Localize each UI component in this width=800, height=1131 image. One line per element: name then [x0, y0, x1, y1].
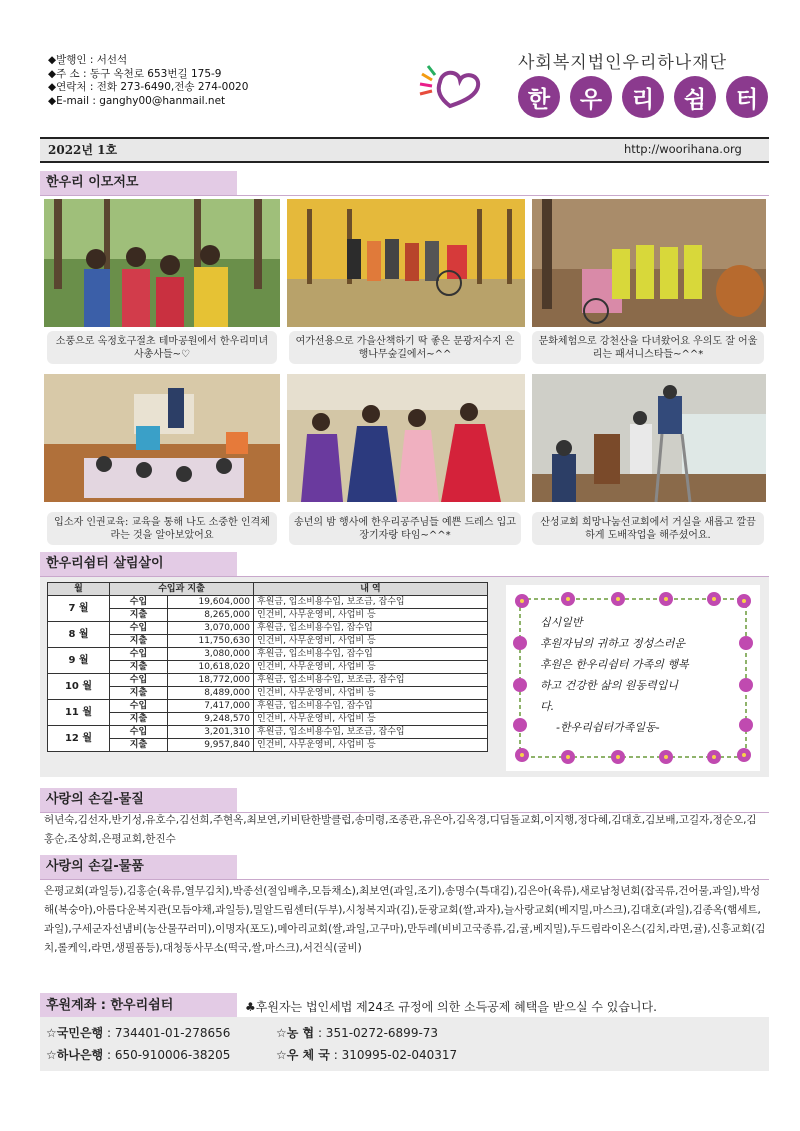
title-char: 우	[570, 76, 612, 118]
photo-year-end-party	[287, 374, 525, 502]
table-row	[48, 622, 488, 635]
newsletter-title	[518, 76, 768, 118]
month-cell: 8 월	[48, 622, 110, 648]
divider	[40, 195, 769, 196]
kind-cell: 수입	[110, 674, 168, 687]
photo-caption: 송년의 밤 행사에 한우리공주님들 예쁜 드레스 입고 장기자랑 타임~^^*	[289, 512, 521, 545]
section-heading-photos: 한우리 이모저모	[40, 171, 237, 195]
amount-cell: 8,265,000	[168, 609, 254, 622]
account-number: : 650-910006-38205	[106, 1048, 231, 1062]
bank-name: ☆우 체 국	[276, 1048, 330, 1062]
email: ◆E-mail : ganghy00@hanmail.net	[48, 94, 226, 107]
title-char: 쉼	[674, 76, 716, 118]
note-line: 후원자님의 귀하고 정성스러운	[540, 637, 686, 650]
section-heading-money-donors: 사랑의 손길-물질	[40, 788, 237, 812]
kind-cell: 지출	[110, 739, 168, 752]
account-row	[46, 1046, 230, 1063]
photo-caption: 여가선용으로 가을산책하기 딱 좋은 문광저수지 은행나무숲길에서~^^	[289, 331, 521, 364]
publisher-info	[48, 54, 248, 108]
kind-cell: 수입	[110, 726, 168, 739]
month-cell: 9 월	[48, 648, 110, 674]
kind-cell: 수입	[110, 648, 168, 661]
table-row	[48, 596, 488, 609]
amount-cell: 19,604,000	[168, 596, 254, 609]
table-row	[48, 635, 488, 648]
section-heading-goods-donors: 사랑의 손길-물품	[40, 855, 237, 879]
table-row	[48, 674, 488, 687]
money-donor-list: 허년숙,김선자,반기성,유호수,김선희,주현옥,최보연,키비탄한발클럽,송미령,조종관,유은아,김옥경,디딤돌교회,이지행,정다혜,김대호,김보배,고길자,정순오,김홍순,조상희,은평교회,한진수	[44, 814, 757, 845]
amount-cell: 9,957,840	[168, 739, 254, 752]
note-line: 하고 건강한 삶의 원동력입니	[540, 679, 679, 692]
month-cell: 12 월	[48, 726, 110, 752]
table-row	[48, 661, 488, 674]
table-row	[48, 713, 488, 726]
photo-wallpaper-work	[532, 374, 766, 502]
table-row	[48, 687, 488, 700]
column-header: 내 역	[254, 583, 488, 596]
note-line: 다.	[540, 700, 555, 713]
table-row	[48, 648, 488, 661]
note-cell: 후원금, 입소비용수입, 잡수입	[254, 622, 488, 635]
kind-cell: 지출	[110, 687, 168, 700]
amount-cell: 10,618,020	[168, 661, 254, 674]
photo-gangcheon-mountain	[532, 199, 766, 327]
amount-cell: 8,489,000	[168, 687, 254, 700]
account-row	[276, 1024, 438, 1041]
issue-number: 2022년 1호	[48, 143, 118, 157]
table-row	[48, 726, 488, 739]
account-number: : 351-0272-6899-73	[317, 1026, 439, 1040]
amount-cell: 18,772,000	[168, 674, 254, 687]
amount-cell: 3,201,310	[168, 726, 254, 739]
publisher: ◆발행인 : 서선석	[48, 54, 128, 66]
thank-you-message	[540, 612, 689, 738]
photo-ginkgo-walk	[287, 199, 525, 327]
photo-caption: 산성교회 희망나눔선교회에서 거실을 새롭고 깔끔하게 도배작업을 해주셨어요.	[532, 512, 764, 545]
table-row	[48, 739, 488, 752]
heart-logo-icon	[412, 60, 492, 110]
photo-caption: 입소자 인권교육: 교육을 통해 나도 소중한 인격체라는 것을 알아보았어요	[47, 512, 277, 545]
kind-cell: 수입	[110, 700, 168, 713]
section-heading-bank: 후원계좌 : 한우리쉼터	[40, 993, 237, 1019]
goods-donor-list: 은평교회(과일등),김홍순(육류,열무김치),박종선(절임배추,모듬채소),최보연(과일,조기),송명수(특대김),김은아(육류),새로남청년회(잡곡류,건어물,과일),박성해(복숭아),아름다운복지관(모듬야채,과일등),밀알드림센터(두부),시청복지과(김),둔광교회(쌀,과자),늘사랑교회(베지밀,마스크),김대호(과일),김종옥(햄세트,과일),구세군자선냄비(농산물꾸러미),이명자(포도),메아리교회(쌀,과일,고구마),만두레(비비고국종류,김,귤,베지밀),두드림라이온스(김치,라면,귤),신흥교회(김치,롤케익,라면,생필품등),대청동사무소(떡국,쌀,마스크),서건식(굴비)	[44, 885, 766, 954]
note-cell: 인건비, 사무운영비, 사업비 등	[254, 739, 488, 752]
website-link[interactable]: http://woorihana.org	[624, 142, 742, 156]
note-cell: 인건비, 사무운영비, 사업비 등	[254, 713, 488, 726]
column-header: 수입과 지출	[110, 583, 254, 596]
note-cell: 인건비, 사무운영비, 사업비 등	[254, 661, 488, 674]
note-signature: -한우리쉼터가족일동-	[556, 721, 660, 734]
title-char: 리	[622, 76, 664, 118]
kind-cell: 수입	[110, 622, 168, 635]
photo-caption: 문화체험으로 강천산을 다녀왔어요 우의도 잘 어울리는 패셔니스타들~^^*	[532, 331, 764, 364]
organization-name: 사회복지법인우리하나재단	[518, 53, 728, 73]
column-header: 월	[48, 583, 110, 596]
account-row	[276, 1046, 457, 1063]
kind-cell: 지출	[110, 713, 168, 726]
note-cell: 인건비, 사무운영비, 사업비 등	[254, 635, 488, 648]
bank-name: ☆국민은행	[46, 1026, 104, 1040]
kind-cell: 지출	[110, 635, 168, 648]
section-heading-finance: 한우리쉼터 살림살이	[40, 552, 237, 576]
bank-name: ☆하나은행	[46, 1048, 104, 1062]
finance-table	[47, 582, 488, 752]
month-cell: 7 월	[48, 596, 110, 622]
title-char: 한	[518, 76, 560, 118]
amount-cell: 11,750,630	[168, 635, 254, 648]
title-char: 터	[726, 76, 768, 118]
amount-cell: 3,070,000	[168, 622, 254, 635]
address: ◆주 소 : 동구 옥천로 653번길 175-9	[48, 67, 222, 80]
account-row	[46, 1024, 230, 1041]
table-row	[48, 609, 488, 622]
kind-cell: 수입	[110, 596, 168, 609]
table-header-row	[48, 583, 488, 596]
tax-notice: ♣후원자는 법인세법 제24조 규정에 의한 소득공제 혜택을 받으실 수 있습니다.	[245, 1000, 657, 1014]
note-cell: 인건비, 사무운영비, 사업비 등	[254, 687, 488, 700]
amount-cell: 9,248,570	[168, 713, 254, 726]
note-line: 십시일반	[540, 616, 583, 629]
table-row	[48, 700, 488, 713]
account-number: : 310995-02-040317	[333, 1048, 458, 1062]
amount-cell: 7,417,000	[168, 700, 254, 713]
divider	[40, 879, 769, 880]
note-line: 후원은 한우리쉼터 가족의 행복	[540, 658, 689, 671]
note-cell: 후원금, 입소비용수입, 잡수입	[254, 700, 488, 713]
photo-caption: 소풍으로 옥정호구절초 테마공원에서 한우리미녀 사총사들~♡	[47, 331, 277, 364]
bank-name: ☆농 협	[276, 1026, 315, 1040]
note-cell: 후원금, 입소비용수입, 보조금, 잡수입	[254, 726, 488, 739]
note-cell: 후원금, 입소비용수입, 보조금, 잡수입	[254, 674, 488, 687]
account-number: : 734401-01-278656	[106, 1026, 231, 1040]
note-cell: 후원금, 입소비용수입, 보조금, 잡수입	[254, 596, 488, 609]
contact: ◆연락처 : 전화 273-6490,전송 274-0020	[48, 81, 249, 93]
photo-human-rights-class	[44, 374, 280, 502]
kind-cell: 지출	[110, 609, 168, 622]
amount-cell: 3,080,000	[168, 648, 254, 661]
month-cell: 11 월	[48, 700, 110, 726]
note-cell: 인건비, 사무운영비, 사업비 등	[254, 609, 488, 622]
kind-cell: 지출	[110, 661, 168, 674]
note-cell: 후원금, 입소비용수입, 잡수입	[254, 648, 488, 661]
month-cell: 10 월	[48, 674, 110, 700]
photo-picnic	[44, 199, 280, 327]
